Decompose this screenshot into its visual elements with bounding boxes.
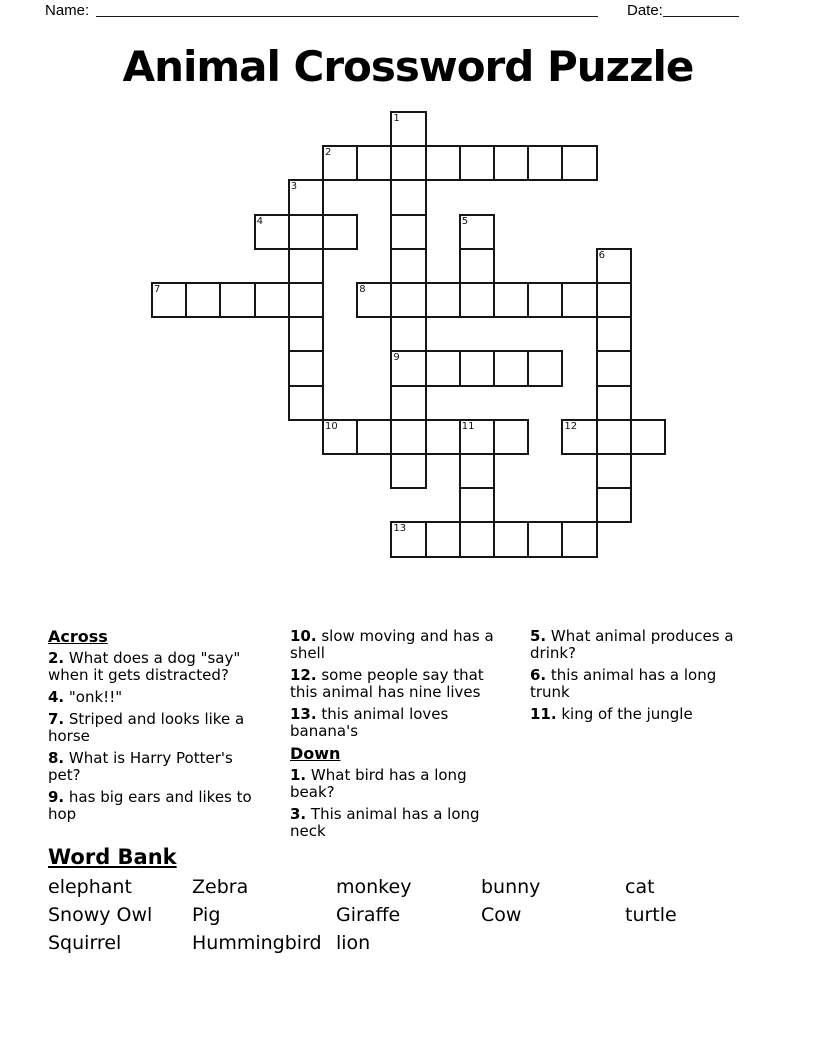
grid-cell-r0c7[interactable] [390, 111, 426, 147]
grid-cell-r12c7[interactable] [390, 521, 426, 557]
word-bank-item: Zebra [192, 876, 249, 898]
cell-number-6: 6 [598, 249, 605, 261]
grid-cell-r8c7[interactable] [390, 385, 426, 421]
grid-cell-r11c9[interactable] [459, 487, 495, 523]
grid-cell-r5c13[interactable] [596, 282, 632, 318]
grid-cell-r6c13[interactable] [596, 316, 632, 352]
date-label: Date: [627, 2, 663, 19]
clue-11: 11. king of the jungle [530, 705, 693, 723]
grid-cell-r9c9[interactable] [459, 419, 495, 455]
grid-cell-r6c4[interactable] [288, 316, 324, 352]
cell-number-1: 1 [393, 113, 400, 124]
clues-column-3 [530, 628, 740, 728]
grid-cell-r4c9[interactable] [459, 248, 495, 284]
grid-cell-r5c2[interactable] [219, 282, 255, 318]
grid-cell-r5c3[interactable] [254, 282, 290, 318]
grid-cell-r9c5[interactable] [322, 419, 358, 455]
grid-cell-r7c10[interactable] [493, 350, 529, 386]
grid-cell-r8c4[interactable] [288, 385, 324, 421]
cell-number-5: 5 [461, 215, 469, 227]
grid-cell-r5c11[interactable] [527, 282, 563, 318]
grid-cell-r10c9[interactable] [459, 453, 495, 489]
grid-cell-r1c11[interactable] [527, 145, 563, 181]
clue-6: 6. this animal has a long trunk [530, 666, 717, 701]
clue-8: 8. What is Harry Potter's pet? [48, 749, 233, 784]
grid-cell-r1c9[interactable] [459, 145, 495, 181]
clue-number: 3. [290, 805, 307, 823]
grid-cell-r3c4[interactable] [288, 214, 324, 250]
word-bank-item: lion [336, 932, 371, 954]
word-bank-row [48, 904, 768, 932]
grid-cell-r9c6[interactable] [356, 419, 392, 455]
clue-number: 5. [530, 627, 547, 645]
down-heading: Down [290, 744, 341, 763]
clue-number: 4. [48, 688, 65, 706]
clue-number: 1. [290, 766, 307, 784]
cell-number-13: 13 [393, 523, 407, 535]
clue-12: 12. some people say that this animal has nine lives [290, 666, 484, 701]
clue-9: 9. has big ears and likes to hop [48, 788, 252, 823]
grid-cell-r5c9[interactable] [459, 282, 495, 318]
cell-number-12: 12 [564, 420, 578, 432]
word-bank-item: bunny [481, 876, 541, 898]
grid-cell-r12c8[interactable] [425, 521, 461, 557]
word-bank-row [48, 932, 768, 960]
clue-number: 11. [530, 705, 557, 723]
clue-5: 5. What animal produces a drink? [530, 627, 734, 662]
name-label: Name: [45, 2, 90, 19]
word-bank-item: monkey [336, 876, 412, 898]
date-fill-line[interactable] [663, 1, 739, 17]
grid-cell-r4c4[interactable] [288, 248, 324, 284]
grid-cell-r1c10[interactable] [493, 145, 529, 181]
word-bank-item: Squirrel [48, 932, 122, 954]
grid-cell-r2c7[interactable] [390, 179, 426, 215]
cell-number-8: 8 [359, 284, 366, 295]
clue-2: 2. What does a dog "say" when it gets distracted? [48, 649, 241, 684]
clue-number: 9. [48, 788, 65, 806]
clue-number: 6. [530, 666, 547, 684]
grid-cell-r9c14[interactable] [630, 419, 666, 455]
clue-7: 7. Striped and looks like a horse [48, 710, 245, 745]
grid-cell-r10c13[interactable] [596, 453, 632, 489]
grid-cell-r12c10[interactable] [493, 521, 529, 557]
grid-cell-r7c8[interactable] [425, 350, 461, 386]
word-bank-row [48, 876, 768, 904]
grid-cell-r3c3[interactable] [254, 214, 290, 250]
grid-cell-r5c4[interactable] [288, 282, 324, 318]
grid-cell-r12c12[interactable] [561, 521, 597, 557]
clues-column-2 [290, 628, 505, 845]
clue-number: 2. [48, 649, 65, 667]
cell-number-2: 2 [325, 147, 332, 159]
across-heading: Across [48, 627, 108, 646]
cell-number-4: 4 [256, 215, 263, 227]
grid-cell-r5c0[interactable] [151, 282, 187, 318]
word-bank-item: elephant [48, 876, 132, 898]
word-bank-item: Snowy Owl [48, 904, 153, 926]
grid-cell-r5c8[interactable] [425, 282, 461, 318]
word-bank-item: cat [625, 876, 655, 898]
grid-cell-r5c7[interactable] [390, 282, 426, 318]
clue-number: 8. [48, 749, 65, 767]
grid-cell-r5c12[interactable] [561, 282, 597, 318]
grid-cell-r3c9[interactable] [459, 214, 495, 250]
grid-cell-r12c11[interactable] [527, 521, 563, 557]
clue-number: 7. [48, 710, 65, 728]
clue-3: 3. This animal has a long neck [290, 805, 480, 840]
grid-cell-r4c13[interactable] [596, 248, 632, 284]
grid-cell-r7c7[interactable] [390, 350, 426, 386]
grid-cell-r1c7[interactable] [390, 145, 426, 181]
grid-cell-r7c13[interactable] [596, 350, 632, 386]
grid-cell-r4c7[interactable] [390, 248, 426, 284]
name-fill-line[interactable] [96, 1, 598, 17]
grid-cell-r1c5[interactable] [322, 145, 358, 181]
clues-column-1 [48, 628, 263, 828]
grid-cell-r1c12[interactable] [561, 145, 597, 181]
grid-cell-r5c10[interactable] [493, 282, 529, 318]
clue-10: 10. slow moving and has a shell [290, 627, 494, 662]
word-bank-heading: Word Bank [48, 845, 177, 869]
grid-cell-r1c8[interactable] [425, 145, 461, 181]
grid-cell-r3c7[interactable] [390, 214, 426, 250]
crossword-grid [151, 111, 667, 559]
grid-cell-r5c6[interactable] [356, 282, 392, 318]
grid-cell-r9c12[interactable] [561, 419, 597, 455]
grid-cell-r9c7[interactable] [390, 419, 426, 455]
word-bank-item: Hummingbird [192, 932, 322, 954]
cell-number-3: 3 [290, 181, 298, 193]
clue-4: 4. "onk!!" [48, 688, 123, 706]
grid-cell-r6c7[interactable] [390, 316, 426, 352]
grid-cell-r7c4[interactable] [288, 350, 324, 386]
grid-cell-r9c10[interactable] [493, 419, 529, 455]
clue-number: 10. [290, 627, 317, 645]
grid-cell-r12c9[interactable] [459, 521, 495, 557]
grid-cell-r10c7[interactable] [390, 453, 426, 489]
page-title: Animal Crossword Puzzle [122, 42, 694, 91]
cell-number-10: 10 [325, 420, 338, 432]
word-bank [48, 876, 768, 960]
grid-cell-r3c5[interactable] [322, 214, 358, 250]
word-bank-item: turtle [625, 904, 677, 926]
grid-cell-r2c4[interactable] [288, 179, 324, 215]
clue-1: 1. What bird has a long beak? [290, 766, 467, 801]
grid-cell-r11c13[interactable] [596, 487, 632, 523]
cell-number-11: 11 [461, 420, 475, 432]
grid-cell-r5c1[interactable] [185, 282, 221, 318]
grid-cell-r9c8[interactable] [425, 419, 461, 455]
word-bank-item: Cow [481, 904, 522, 926]
grid-cell-r7c9[interactable] [459, 350, 495, 386]
cell-number-7: 7 [154, 284, 161, 295]
grid-cell-r9c13[interactable] [596, 419, 632, 455]
clue-number: 13. [290, 705, 317, 723]
word-bank-item: Pig [192, 904, 221, 926]
grid-cell-r7c11[interactable] [527, 350, 563, 386]
clue-number: 12. [290, 666, 317, 684]
clue-13: 13. this animal loves banana's [290, 705, 449, 740]
grid-cell-r1c6[interactable] [356, 145, 392, 181]
grid-cell-r8c13[interactable] [596, 385, 632, 421]
word-bank-item: Giraffe [336, 904, 401, 926]
cell-number-9: 9 [393, 352, 400, 364]
